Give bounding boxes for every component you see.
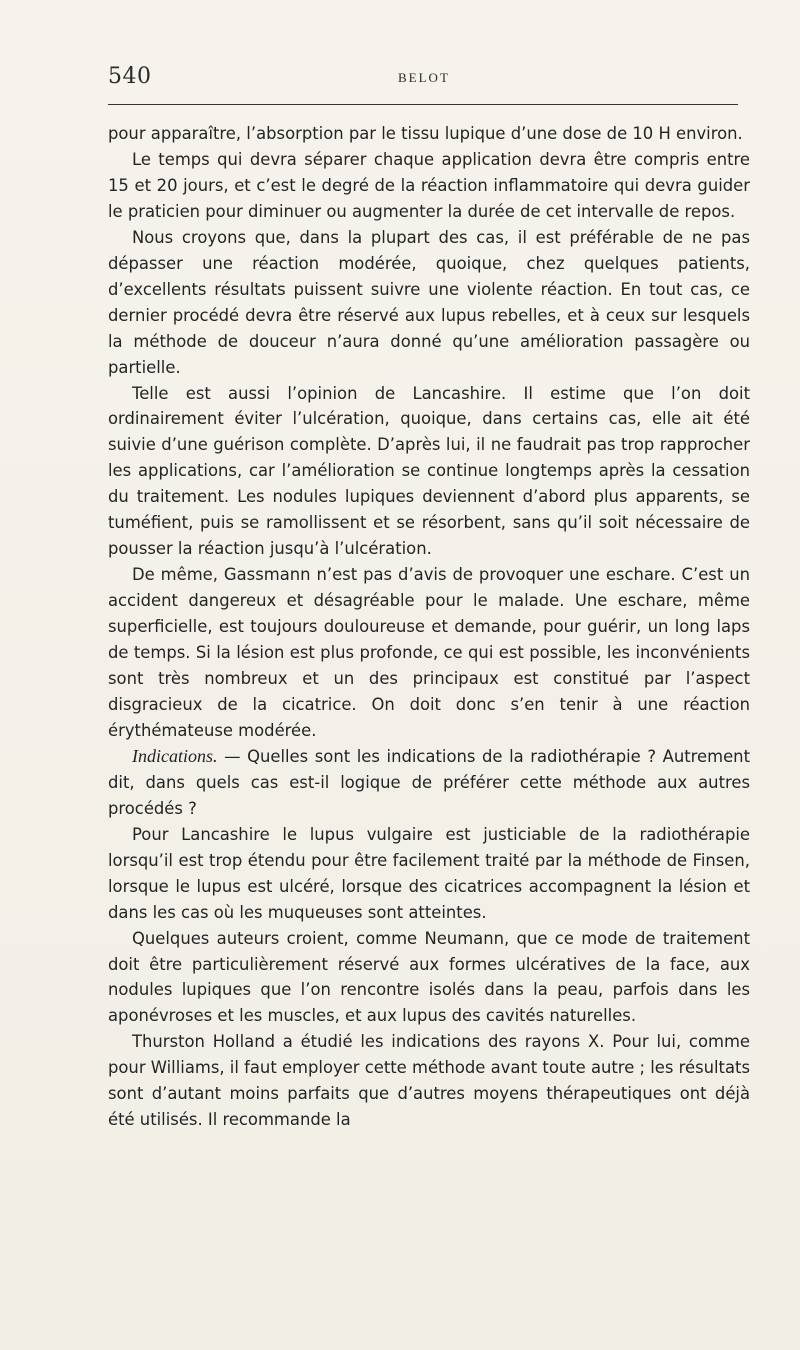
page-number: 540: [108, 64, 152, 89]
paragraph-indications: [108, 744, 750, 822]
paragraph: Telle est aussi l’opinion de Lancashire. Il estime que l’on doit ordinairement éviter l’ulcération, quoique, dans certains cas, elle ait été suivie d’une guérison complète. D’après lui, il ne faudrait pas trop rapprocher les applications, car l’amélioration se continue longtemps après la cessation du traitement. Les nodules lupiques deviennent d’abord plus apparents, se tuméfient, puis se ramollissent et se résorbent, sans qu’il soit nécessaire de pousser la réaction jusqu’à l’ulcération.: [108, 383, 750, 559]
paragraph-text: — Quelles sont les indications de la radiothérapie ? Autrement dit, dans quels cas est-il logique de préférer cette méthode aux autres procédés ?: [108, 746, 750, 818]
paragraph: Quelques auteurs croient, comme Neumann, que ce mode de traitement doit être particulièrement réservé aux formes ulcératives de la face, aux nodules lupiques que l’on rencontre isolés dans la peau, parfois dans les aponévroses et les muscles, et aux lupus des cavités naturelles.: [108, 928, 750, 1026]
paragraph: Thurston Holland a étudié les indications des rayons X. Pour lui, comme pour Williams, il faut employer cette méthode avant toute autre ; les résultats sont d’autant moins parfaits que d’autres moyens thérapeutiques ont déjà été utilisés. Il recommande la: [108, 1032, 750, 1130]
paragraph: Le temps qui devra séparer chaque application devra être compris entre 15 et 20 jours, et c’est le degré de la réaction inflammatoire qui devra guider le praticien pour diminuer ou augmenter la durée de cet intervalle de repos.: [108, 149, 750, 221]
page-header: [108, 64, 738, 96]
paragraph: De même, Gassmann n’est pas d’avis de provoquer une eschare. C’est un accident dangereux et désagréable pour le malade. Une eschare, même superficielle, est toujours douloureuse et demande, pour guérir, un long laps de temps. Si la lésion est plus profonde, ce qui est possible, les inconvénients sont très nombreux et un des principaux est constitué par l’aspect disgracieux de la cicatrice. On doit donc s’en tenir à une réaction érythémateuse modérée.: [108, 565, 750, 740]
section-lead: Indications.: [132, 745, 218, 766]
running-head: BELOT: [398, 70, 450, 85]
body-text: [108, 121, 750, 1133]
paragraph: Nous croyons que, dans la plupart des cas, il est préférable de ne pas dépasser une réaction modérée, quoique, chez quelques patients, d’excellents résultats puissent suivre une violente réaction. En tout cas, ce dernier procédé devra être réservé aux lupus rebelles, et à ceux sur lesquels la méthode de douceur n’aura donné qu’une amélioration passagère ou partielle.: [108, 227, 750, 377]
paragraph: pour apparaître, l’absorption par le tissu lupique d’une dose de 10 H environ.: [108, 124, 743, 143]
header-rule: [108, 104, 738, 105]
paragraph: Pour Lancashire le lupus vulgaire est justiciable de la radiothérapie lorsqu’il est trop étendu pour être facilement traité par la méthode de Finsen, lorsque le lupus est ulcéré, lorsque des cicatrices accompagnent la lésion et dans les cas où les muqueuses sont atteintes.: [108, 824, 750, 922]
